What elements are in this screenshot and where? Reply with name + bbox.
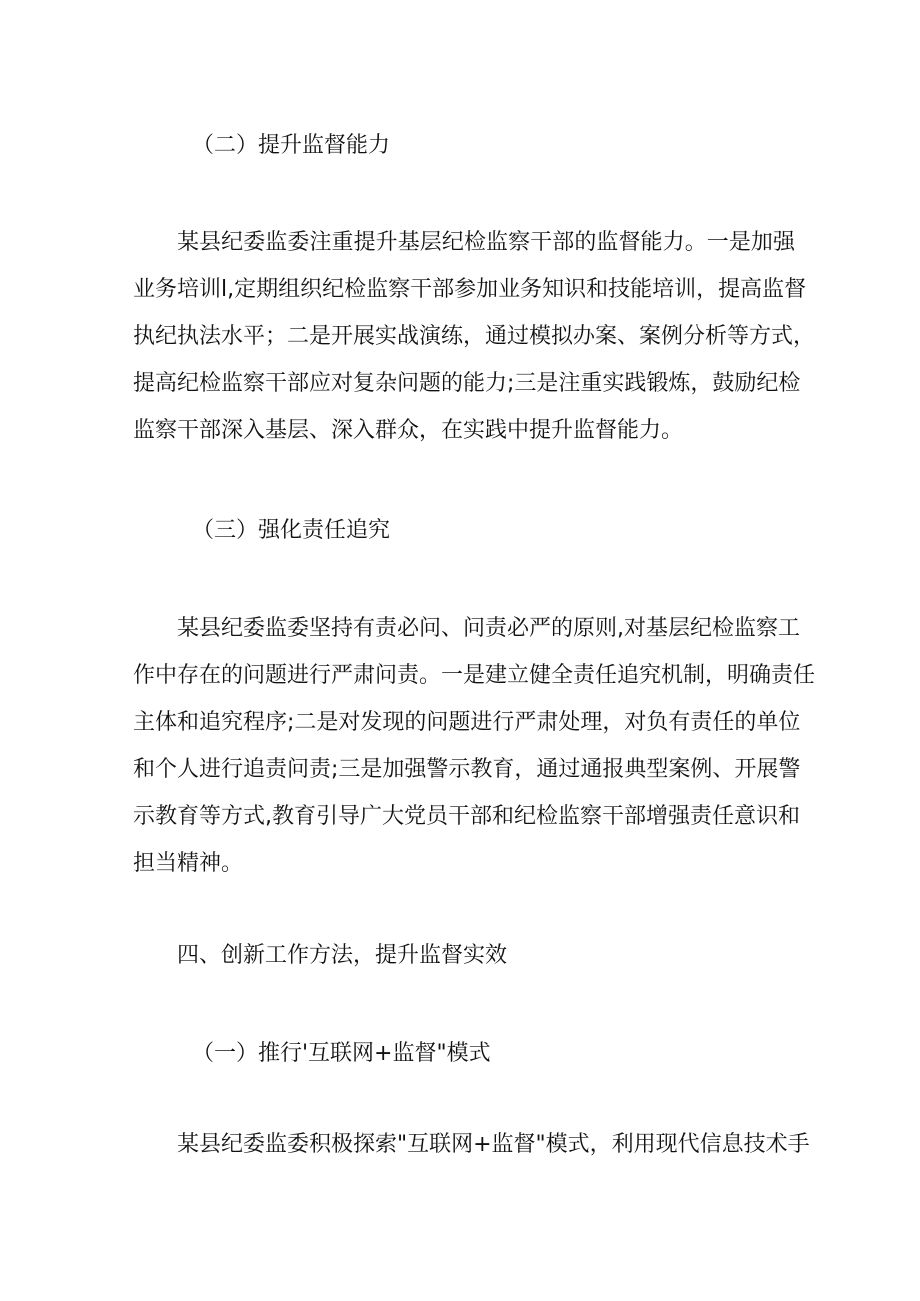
section-3-paragraph xyxy=(133,605,816,887)
paragraph-line: 主体和追究程序;二是对发现的问题进行严肃处理，对负有责任的单位 xyxy=(133,710,801,735)
section-2-paragraph xyxy=(133,219,816,454)
paragraph-line: 作中存在的问题进行严肃问责。一是建立健全责任追究机制，明确责任 xyxy=(133,663,816,688)
paragraph-line: 某县纪委监委积极探索"互联网+监督"模式，利用现代信息技术手 xyxy=(177,1132,810,1157)
paragraph-line: 提高纪检监察干部应对复杂问题的能力;三是注重实践锻炼，鼓励纪检 xyxy=(133,371,801,396)
paragraph-line: 某县纪委监委注重提升基层纪检监察干部的监督能力。一是加强 xyxy=(177,230,795,255)
section-2-heading: （二）提升监督能力 xyxy=(192,133,391,158)
paragraph-line: 示教育等方式,教育引导广大党员干部和纪检监察干部增强责任意识和 xyxy=(133,804,800,829)
paragraph-line: 担当精神。 xyxy=(133,851,244,876)
section-3-heading: （三）强化责任追究 xyxy=(192,518,391,543)
paragraph-line: 和个人进行追责问责;三是加强警示教育，通过通报典型案例、开展警 xyxy=(133,757,801,782)
part-4-sub-1-heading: （一）推行'互联网+监督"模式 xyxy=(192,1041,491,1066)
part-4-sub-1-paragraph xyxy=(133,1121,810,1168)
paragraph-line: 业务培训l,定期组织纪检监察干部参加业务知识和技能培训，提高监督 xyxy=(133,277,807,302)
paragraph-line: 执纪执法水平；二是开展实战演练，通过模拟办案、案例分析等方式， xyxy=(133,324,816,349)
paragraph-line: 某县纪委监委坚持有责必问、问责必严的原则,对基层纪检监察工 xyxy=(177,616,800,641)
part-4-heading: 四、创新工作方法，提升监督实效 xyxy=(177,943,508,968)
paragraph-line: 监察干部深入基层、深入群众，在实践中提升监督能力。 xyxy=(133,418,684,443)
